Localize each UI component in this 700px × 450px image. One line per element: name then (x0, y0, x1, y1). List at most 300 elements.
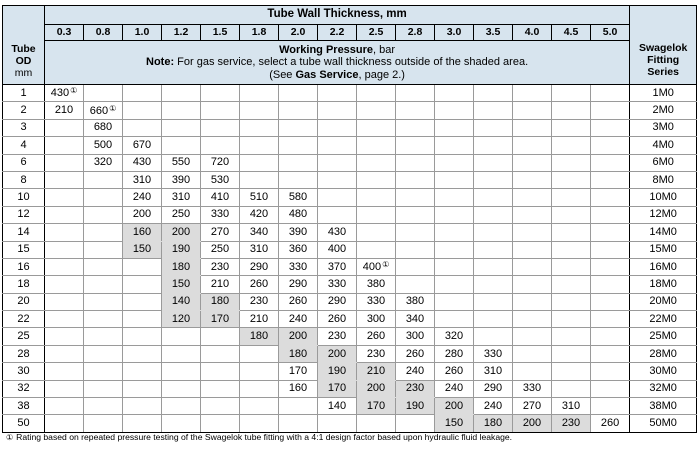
pressure-value: 200 (444, 399, 464, 412)
pressure-cell (513, 102, 552, 119)
pressure-value: 390 (288, 225, 308, 238)
pressure-cell (279, 380, 318, 397)
table-row (3, 363, 697, 380)
pressure-cell (591, 345, 630, 362)
pressure-cell (279, 276, 318, 293)
thickness-col-header: 1.5 (201, 25, 240, 41)
thickness-col-header: 0.8 (84, 25, 123, 41)
table-row (3, 206, 697, 223)
pressure-value: 290 (483, 382, 503, 395)
pressure-cell (396, 224, 435, 241)
tube-od-label: OD (15, 55, 32, 67)
pressure-cell (84, 311, 123, 328)
table-row (3, 154, 697, 171)
pressure-cell (357, 328, 396, 345)
pressure-cell (318, 415, 357, 432)
pressure-cell (552, 119, 591, 136)
pressure-value: 430 (50, 87, 70, 100)
pressure-cell (201, 363, 240, 380)
pressure-value: 410 (210, 191, 230, 204)
pressure-cell (45, 85, 84, 102)
tube-od-label: Tube (11, 43, 36, 55)
pressure-value: 360 (288, 243, 308, 256)
pressure-value: 310 (171, 191, 191, 204)
pressure-value: 330 (210, 208, 230, 221)
pressure-value: 190 (327, 364, 347, 377)
pressure-cell (84, 206, 123, 223)
pressure-value: 160 (132, 225, 152, 238)
pressure-cell (435, 415, 474, 432)
pressure-cell (123, 345, 162, 362)
pressure-value: 210 (210, 277, 230, 290)
pressure-cell (396, 137, 435, 154)
pressure-cell (591, 241, 630, 258)
series-label: Swagelok (638, 42, 688, 54)
pressure-value: 230 (249, 295, 269, 308)
pressure-cell (162, 415, 201, 432)
pressure-cell (474, 224, 513, 241)
pressure-cell (201, 206, 240, 223)
pressure-cell (84, 241, 123, 258)
pressure-value: 210 (54, 104, 74, 117)
pressure-value: 510 (249, 191, 269, 204)
pressure-value: 240 (405, 364, 425, 377)
pressure-value: 330 (288, 260, 308, 273)
pressure-cell (84, 380, 123, 397)
pressure-value: 180 (171, 260, 191, 273)
pressure-value: 120 (171, 312, 191, 325)
pressure-cell (513, 293, 552, 310)
see-suffix: , page 2.) (358, 68, 405, 81)
pressure-value: 380 (405, 295, 425, 308)
pressure-cell (357, 311, 396, 328)
pressure-cell (552, 380, 591, 397)
fitting-series-cell: 4M0 (630, 137, 697, 154)
pressure-rating-table-container (2, 5, 696, 433)
pressure-cell (279, 241, 318, 258)
pressure-cell (435, 85, 474, 102)
fitting-series-cell: 2M0 (630, 102, 697, 119)
fitting-series-cell: 6M0 (630, 154, 697, 171)
tube-od-unit: mm (14, 67, 33, 79)
pressure-value: 300 (366, 312, 386, 325)
pressure-value: 310 (132, 173, 152, 186)
pressure-cell (591, 154, 630, 171)
pressure-cell (240, 380, 279, 397)
pressure-cell (435, 311, 474, 328)
pressure-cell (591, 398, 630, 415)
pressure-cell (123, 119, 162, 136)
pressure-cell (591, 189, 630, 206)
pressure-value: 200 (366, 382, 386, 395)
pressure-cell (396, 276, 435, 293)
pressure-value: 240 (288, 312, 308, 325)
pressure-cell (357, 119, 396, 136)
pressure-cell (279, 171, 318, 188)
pressure-value: 250 (210, 243, 230, 256)
pressure-cell (84, 137, 123, 154)
pressure-value: 260 (249, 277, 269, 290)
pressure-cell (591, 363, 630, 380)
table-row (3, 415, 697, 432)
pressure-cell (123, 137, 162, 154)
pressure-value: 330 (366, 295, 386, 308)
pressure-cell (240, 189, 279, 206)
pressure-value: 270 (522, 399, 542, 412)
pressure-cell (45, 398, 84, 415)
pressure-cell (474, 276, 513, 293)
footnote-ref: ① (70, 86, 78, 96)
tube-od-cell: 22 (3, 311, 45, 328)
pressure-value: 150 (444, 417, 464, 430)
pressure-cell (552, 206, 591, 223)
pressure-value: 210 (366, 364, 386, 377)
pressure-cell (45, 276, 84, 293)
pressure-cell (396, 171, 435, 188)
table-row (3, 311, 697, 328)
thickness-col-header: 1.0 (123, 25, 162, 41)
pressure-cell (201, 398, 240, 415)
pressure-cell (240, 241, 279, 258)
table-row (3, 380, 697, 397)
pressure-cell (201, 380, 240, 397)
thickness-col-header: 2.5 (357, 25, 396, 41)
pressure-value: 550 (171, 156, 191, 169)
pressure-cell (162, 102, 201, 119)
pressure-cell (591, 293, 630, 310)
pressure-cell (552, 85, 591, 102)
pressure-cell (201, 328, 240, 345)
pressure-cell (123, 398, 162, 415)
fitting-series-header (630, 6, 697, 85)
pressure-cell (591, 380, 630, 397)
table-row (3, 241, 697, 258)
pressure-cell (513, 258, 552, 275)
fitting-series-cell: 1M0 (630, 85, 697, 102)
pressure-cell (201, 241, 240, 258)
pressure-cell (240, 363, 279, 380)
pressure-cell (123, 276, 162, 293)
tube-od-cell: 38 (3, 398, 45, 415)
footnote-ref: ① (382, 260, 390, 270)
fitting-series-cell: 28M0 (630, 345, 697, 362)
pressure-cell (318, 137, 357, 154)
pressure-cell (162, 206, 201, 223)
pressure-cell (318, 380, 357, 397)
pressure-cell (162, 154, 201, 171)
pressure-cell (357, 85, 396, 102)
pressure-cell (552, 328, 591, 345)
tube-od-cell: 12 (3, 206, 45, 223)
pressure-cell (45, 311, 84, 328)
table-row (3, 398, 697, 415)
pressure-cell (279, 398, 318, 415)
pressure-cell (435, 171, 474, 188)
pressure-cell (318, 224, 357, 241)
pressure-cell (396, 258, 435, 275)
fitting-series-cell: 3M0 (630, 119, 697, 136)
pressure-value: 330 (522, 382, 542, 395)
pressure-value: 160 (288, 382, 308, 395)
fitting-series-cell: 32M0 (630, 380, 697, 397)
pressure-cell (201, 154, 240, 171)
table-row (3, 171, 697, 188)
pressure-cell (45, 102, 84, 119)
pressure-cell (591, 328, 630, 345)
pressure-cell (513, 119, 552, 136)
pressure-cell (240, 293, 279, 310)
pressure-value: 270 (210, 225, 230, 238)
pressure-cell (123, 293, 162, 310)
pressure-cell (45, 137, 84, 154)
pressure-cell (474, 206, 513, 223)
working-pressure-header (45, 41, 630, 85)
pressure-value: 150 (132, 243, 152, 256)
pressure-cell (240, 328, 279, 345)
pressure-value: 320 (93, 156, 113, 169)
pressure-cell (513, 154, 552, 171)
pressure-cell (396, 241, 435, 258)
pressure-cell (84, 119, 123, 136)
tube-od-cell: 15 (3, 241, 45, 258)
pressure-cell (84, 276, 123, 293)
pressure-cell (318, 119, 357, 136)
thickness-col-header: 3.0 (435, 25, 474, 41)
pressure-cell (318, 293, 357, 310)
pressure-cell (240, 224, 279, 241)
pressure-cell (240, 206, 279, 223)
pressure-cell (435, 137, 474, 154)
tube-od-cell: 18 (3, 276, 45, 293)
pressure-cell (357, 415, 396, 432)
pressure-value: 200 (171, 225, 191, 238)
pressure-value: 310 (249, 243, 269, 256)
pressure-cell (396, 119, 435, 136)
pressure-value: 240 (483, 399, 503, 412)
pressure-cell (45, 258, 84, 275)
pressure-cell (279, 258, 318, 275)
pressure-cell (162, 189, 201, 206)
pressure-cell (201, 276, 240, 293)
pressure-cell (513, 137, 552, 154)
pressure-cell (279, 363, 318, 380)
pressure-cell (552, 102, 591, 119)
pressure-value: 430 (132, 156, 152, 169)
tube-od-cell: 28 (3, 345, 45, 362)
tube-od-header (3, 6, 45, 85)
pressure-cell (474, 102, 513, 119)
pressure-cell (84, 102, 123, 119)
pressure-cell (435, 276, 474, 293)
pressure-cell (474, 241, 513, 258)
pressure-value: 230 (327, 330, 347, 343)
pressure-cell (552, 154, 591, 171)
pressure-value: 200 (288, 330, 308, 343)
pressure-value: 670 (132, 138, 152, 151)
pressure-table-body (3, 85, 697, 433)
pressure-cell (45, 224, 84, 241)
pressure-cell (84, 85, 123, 102)
pressure-value: 190 (405, 399, 425, 412)
thickness-col-header: 1.8 (240, 25, 279, 41)
pressure-value: 140 (327, 399, 347, 412)
pressure-cell (201, 345, 240, 362)
pressure-value: 260 (366, 330, 386, 343)
pressure-cell (552, 293, 591, 310)
pressure-cell (474, 189, 513, 206)
tube-od-cell: 6 (3, 154, 45, 171)
pressure-cell (591, 102, 630, 119)
pressure-cell (84, 415, 123, 432)
tube-od-cell: 30 (3, 363, 45, 380)
pressure-value: 310 (561, 399, 581, 412)
pressure-cell (357, 293, 396, 310)
pressure-cell (357, 189, 396, 206)
pressure-cell (318, 276, 357, 293)
pressure-cell (201, 102, 240, 119)
pressure-value: 200 (522, 417, 542, 430)
pressure-value: 430 (327, 225, 347, 238)
pressure-cell (45, 380, 84, 397)
tube-od-cell: 10 (3, 189, 45, 206)
pressure-cell (396, 206, 435, 223)
pressure-cell (474, 258, 513, 275)
pressure-cell (318, 154, 357, 171)
pressure-cell (396, 345, 435, 362)
pressure-cell (474, 154, 513, 171)
footnote-text: Rating based on repeated pressure testing of the Swagelok tube fitting with a 4:1 design factor based upon hydraulic fluid leakage. (16, 432, 513, 442)
pressure-cell (435, 380, 474, 397)
tube-wall-thickness-title: Tube Wall Thickness, mm (45, 6, 630, 25)
pressure-cell (435, 119, 474, 136)
pressure-cell (162, 328, 201, 345)
pressure-value: 500 (93, 138, 113, 151)
pressure-cell (396, 398, 435, 415)
tube-od-cell: 50 (3, 415, 45, 432)
pressure-value: 260 (327, 312, 347, 325)
pressure-cell (279, 311, 318, 328)
fitting-series-cell: 25M0 (630, 328, 697, 345)
pressure-cell (357, 241, 396, 258)
pressure-cell (240, 171, 279, 188)
fitting-series-cell: 12M0 (630, 206, 697, 223)
pressure-cell (435, 345, 474, 362)
pressure-value: 240 (132, 191, 152, 204)
pressure-cell (279, 206, 318, 223)
pressure-cell (201, 293, 240, 310)
pressure-cell (591, 415, 630, 432)
pressure-cell (591, 276, 630, 293)
working-pressure-unit: , bar (373, 43, 396, 56)
pressure-cell (84, 363, 123, 380)
pressure-cell (318, 102, 357, 119)
pressure-cell (357, 258, 396, 275)
pressure-cell (318, 258, 357, 275)
pressure-cell (552, 398, 591, 415)
pressure-cell (123, 415, 162, 432)
pressure-cell (513, 241, 552, 258)
pressure-cell (513, 398, 552, 415)
pressure-value: 170 (366, 399, 386, 412)
pressure-cell (318, 345, 357, 362)
pressure-value: 300 (405, 330, 425, 343)
pressure-cell (84, 398, 123, 415)
pressure-cell (162, 85, 201, 102)
pressure-value: 260 (600, 417, 620, 430)
pressure-value: 260 (288, 295, 308, 308)
pressure-cell (279, 85, 318, 102)
pressure-cell (357, 398, 396, 415)
pressure-cell (123, 241, 162, 258)
pressure-cell (591, 137, 630, 154)
pressure-cell (201, 137, 240, 154)
pressure-cell (591, 224, 630, 241)
pressure-value: 180 (483, 417, 503, 430)
pressure-value: 480 (288, 208, 308, 221)
pressure-cell (123, 224, 162, 241)
pressure-cell (162, 293, 201, 310)
pressure-cell (45, 154, 84, 171)
pressure-cell (435, 241, 474, 258)
pressure-cell (45, 119, 84, 136)
pressure-cell (552, 311, 591, 328)
pressure-cell (279, 345, 318, 362)
pressure-cell (435, 363, 474, 380)
pressure-cell (435, 154, 474, 171)
pressure-cell (357, 363, 396, 380)
pressure-value: 370 (327, 260, 347, 273)
fitting-series-cell: 50M0 (630, 415, 697, 432)
pressure-cell (45, 171, 84, 188)
pressure-cell (435, 224, 474, 241)
pressure-cell (357, 380, 396, 397)
pressure-cell (84, 154, 123, 171)
pressure-value: 310 (483, 364, 503, 377)
fitting-series-cell: 20M0 (630, 293, 697, 310)
pressure-cell (435, 398, 474, 415)
table-row (3, 328, 697, 345)
pressure-cell (552, 345, 591, 362)
pressure-cell (162, 224, 201, 241)
table-row (3, 293, 697, 310)
pressure-cell (240, 85, 279, 102)
pressure-cell (396, 189, 435, 206)
pressure-cell (396, 154, 435, 171)
pressure-cell (45, 206, 84, 223)
pressure-cell (279, 119, 318, 136)
pressure-cell (123, 85, 162, 102)
pressure-cell (84, 328, 123, 345)
pressure-cell (552, 241, 591, 258)
pressure-cell (552, 189, 591, 206)
pressure-value: 170 (288, 364, 308, 377)
pressure-value: 400 (327, 243, 347, 256)
pressure-cell (201, 311, 240, 328)
pressure-cell (435, 189, 474, 206)
table-row (3, 224, 697, 241)
pressure-value: 320 (444, 330, 464, 343)
pressure-cell (162, 276, 201, 293)
pressure-value: 230 (561, 417, 581, 430)
pressure-cell (201, 85, 240, 102)
pressure-cell (45, 189, 84, 206)
footnote (6, 432, 512, 442)
fitting-series-cell: 22M0 (630, 311, 697, 328)
thickness-col-header: 2.0 (279, 25, 318, 41)
pressure-cell (513, 206, 552, 223)
tube-od-cell: 2 (3, 102, 45, 119)
pressure-cell (591, 85, 630, 102)
